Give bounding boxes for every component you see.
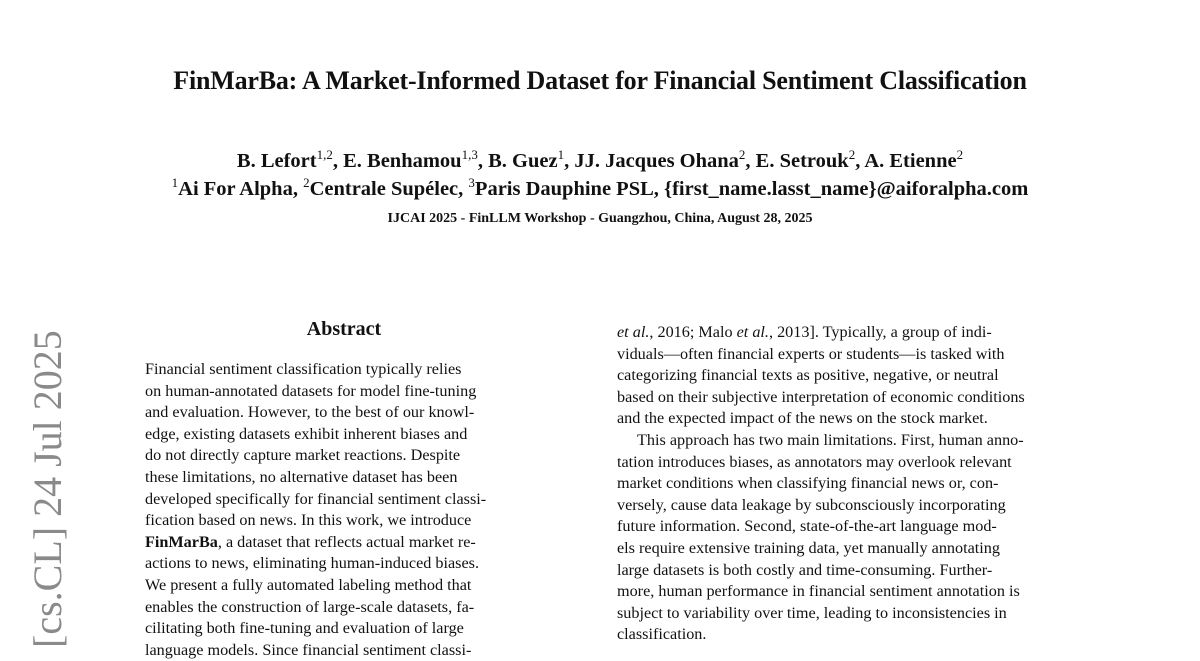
abstract-line: actions to news, eliminating human-induced biases.	[145, 554, 480, 573]
author-affiliation-marker: 2	[738, 147, 746, 162]
body-line: market conditions when classifying financial news or, con-	[617, 474, 999, 493]
affiliation-text: Paris Dauphine PSL, {first_name.lasst_name}@aiforalpha.com	[474, 178, 1029, 200]
body-line: categorizing financial texts as positive, negative, or neutral	[617, 366, 999, 385]
abstract-line: language models. Since financial sentiment classi-	[145, 640, 472, 659]
affiliation-marker: 2	[303, 175, 310, 190]
body-line: and the expected impact of the news on the stock market.	[617, 409, 988, 428]
affiliations-line	[0, 175, 1200, 201]
abstract-line: on human-annotated datasets for model fine-tuning	[145, 381, 477, 400]
abstract-heading: Abstract	[306, 318, 382, 340]
arxiv-stamp: [cs.CL] 24 Jul 2025	[25, 330, 70, 648]
author-name: B. Guez	[488, 150, 558, 172]
author-affiliation-marker: 2	[956, 147, 964, 162]
body-line: tation introduces biases, as annotators may overlook relevant	[617, 452, 1012, 471]
body-column-right	[617, 322, 1069, 646]
citation-etal: et al.	[617, 323, 650, 341]
body-text: , 2013]. Typically, a group of indi-	[768, 323, 992, 341]
abstract-line: fication based on news. In this work, we introduce	[145, 511, 472, 530]
body-line: viduals—often financial experts or students—is tasked with	[617, 344, 1005, 363]
paper-title: FinMarBa: A Market-Informed Dataset for Financial Sentiment Classification	[173, 66, 1027, 95]
body-line: based on their subjective interpretation of economic conditions	[617, 387, 1025, 406]
author-affiliation-marker: 1,3	[461, 147, 478, 162]
abstract-line: do not directly capture market reactions. Despite	[145, 446, 461, 465]
author-name: A. Etienne	[864, 150, 957, 172]
author-list: B. Lefort$^{1,2}$, E. Benhamou$^{1,3}$, B. Guez$^1$, JJ. Jacques Ohana$^2$, E. Setrouk$^2$, A. Etienne$^2$	[236, 147, 964, 172]
abstract-line: developed specifically for financial sentiment classi-	[145, 489, 487, 508]
author-name: JJ. Jacques Ohana	[574, 150, 739, 172]
abstract-line: edge, existing datasets exhibit inherent biases and	[145, 424, 468, 443]
author-name: E. Benhamou	[343, 150, 462, 172]
abstract-body	[145, 359, 545, 661]
abstract-line: and evaluation. However, to the best of our knowl-	[145, 403, 475, 422]
dataset-name: FinMarBa	[145, 532, 218, 551]
body-line: versely, cause data leakage by subconsciously incorporating	[617, 495, 1006, 514]
body-line: large datasets is both costly and time-consuming. Further-	[617, 560, 993, 579]
citation-text: , 2016; Malo	[649, 323, 737, 341]
author-affiliation-marker: 1,2	[316, 147, 333, 162]
body-line: This approach has two main limitations. First, human anno-	[637, 430, 1024, 449]
abstract-line: We present a fully automated labeling method that	[145, 575, 472, 594]
affiliation-marker: 1	[171, 175, 179, 190]
abstract-line-rest: , a dataset that reflects actual market re-	[217, 532, 476, 551]
body-line: subject to variability over time, leading to inconsistencies in	[617, 603, 1007, 622]
body-line: classification.	[617, 625, 707, 644]
author-affiliation-marker: 1	[557, 147, 565, 162]
body-line: more, human performance in financial sentiment annotation is	[617, 582, 1020, 601]
abstract-line: cilitating both fine-tuning and evaluation of large	[145, 619, 464, 638]
body-line: els require extensive training data, yet manually annotating	[617, 538, 1000, 557]
affiliation-text: Centrale Supélec,	[309, 178, 469, 200]
abstract-line: enables the construction of large-scale datasets, fa-	[145, 597, 475, 616]
venue-line: IJCAI 2025 - FinLLM Workshop - Guangzhou, China, August 28, 2025	[387, 211, 813, 226]
body-line	[617, 322, 1069, 344]
abstract-line	[145, 532, 545, 554]
abstract-line: Financial sentiment classification typically relies	[145, 360, 462, 378]
affiliation-text: Ai For Alpha,	[178, 178, 304, 200]
affiliation-marker: 3	[468, 175, 475, 190]
abstract-line: these limitations, no alternative dataset has been	[145, 467, 458, 486]
author-name: B. Lefort	[236, 150, 317, 172]
author-affiliation-marker: 2	[848, 147, 856, 162]
author-name: E. Setrouk	[755, 150, 849, 172]
citation-etal: et al.	[736, 323, 769, 341]
body-line: future information. Second, state-of-the-art language mod-	[617, 517, 997, 536]
